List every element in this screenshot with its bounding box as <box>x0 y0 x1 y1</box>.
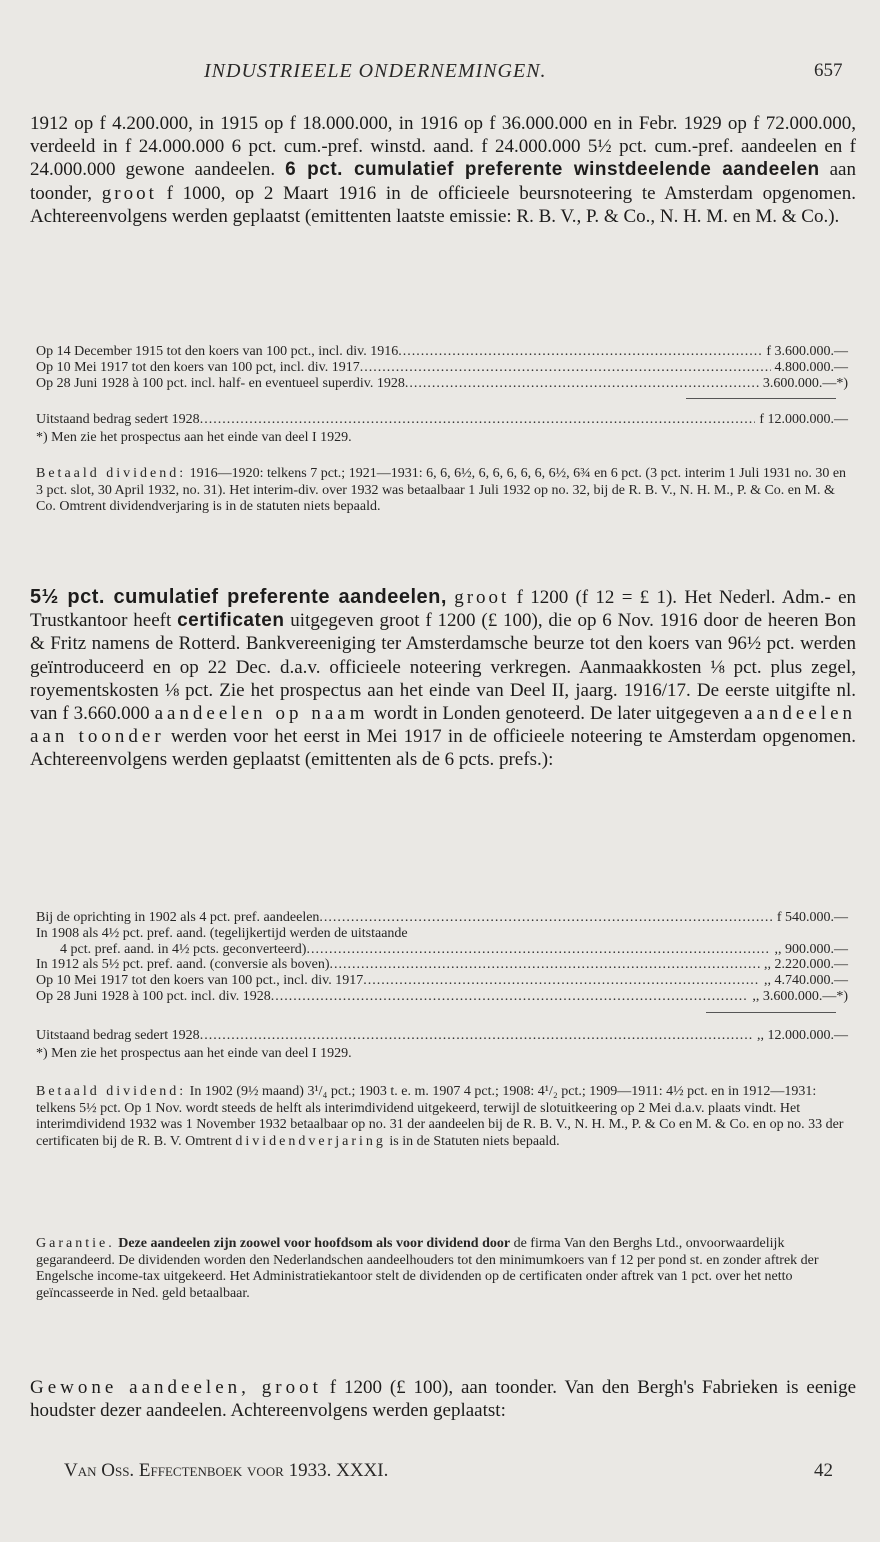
total-row-5half-pct: Uitstaand bedrag sedert 1928 ..... ,, 12.000.000.— *) Men zie het prospectus aan het einde van deel I 1929. <box>36 1028 848 1062</box>
issuance-table-5half-pct <box>36 910 848 1005</box>
footnote: *) Men zie het prospectus aan het einde van deel I 1929. <box>36 429 352 445</box>
dividend-paragraph-5half-pct: Betaald dividend: In 1902 (9½ maand) 3¹/₄ pct.; 1903 t. e. m. 1907 4 pct.; 1908: 4¹/₂ pct.; 1909—1911: 4½ pct. en in 1912—1931: telkens 5½ pct. Op 1 Nov. wordt steeds de helft als interimdividend uitgekeerd, terwijl de slotuitkeering op 2 Mei d.a.v. plaats vindt. Het interimdividend 1932 was 1 November 1932 betaalbaar op no. 31 der aandeelen bij de R. B. V., N. H. M., P. & Co en M. & Co. en op no. 33 der certificaten bij de R. B. V. Omtrent dividendverjaring is in de Statuten niets bepaald. <box>36 1084 844 1149</box>
table-row: In 1912 als 5½ pct. pref. aand. (conversie als boven) ..... ,, 2.220.000.— <box>36 957 848 973</box>
table-row: Op 10 Mei 1917 tot den koers van 100 pct, incl. div. 1917 ..... 4.800.000.— <box>36 360 848 376</box>
divider <box>686 398 836 399</box>
table-row: Bij de oprichting in 1902 als 4 pct. pref. aandeelen ..... f 540.000.— <box>36 910 848 926</box>
running-head: INDUSTRIEELE ONDERNEMINGEN. <box>204 60 547 82</box>
heading-certificaten: certificaten <box>177 610 285 632</box>
paragraph-common-shares: Gewone aandeelen, groot f 1200 (£ 100), aan toonder. Van den Bergh's Fabrieken is eenige houdster dezer aandeelen. Achtereenvolgens werden geplaatst: <box>30 1377 857 1422</box>
table-row: Op 10 Mei 1917 tot den koers van 100 pct., incl. div. 1917 ..... ,, 4.740.000.— <box>36 973 848 989</box>
page-footer <box>0 1460 880 1490</box>
heading-6pct-preferred: 6 pct. cumulatief preferente winstdeelende aandeelen <box>285 159 820 181</box>
footer-sheet-number: 42 <box>814 1460 833 1481</box>
heading-5half-pct-preferred: 5½ pct. cumulatief preferente aandeelen, <box>30 586 447 608</box>
table-row: 4 pct. pref. aand. in 4½ pcts. geconverteerd) ..... ,, 900.000.— <box>36 942 848 958</box>
guarantee-paragraph: Garantie. Deze aandeelen zijn zoowel voor hoofdsom als voor dividend door de firma Van den Berghs Ltd., onvoorwaardelijk gegarandeerd. De dividenden worden den Nederlandschen aandeelhouders tot den minimumkoers van f 12 per pond st. en zonder aftrek der Engelsche income-tax uitgekeerd. Het Administratiekantoor stelt de dividenden op de certificaten onder aftrek van 1 pct. over het netto geïncasseerde in Ned. geld betaalbaar. <box>36 1236 819 1301</box>
paragraph-5half-pct: 5½ pct. cumulatief preferente aandeelen, groot f 1200 (f 12 = £ 1). Het Nederl. Adm.- en Trustkantoor heeft certificaten uitgegeven groot f 1200 (£ 100), die op 6 Nov. 1916 door de heeren Bon & Fritz namens de Rotterd. Bankvereeniging ter Amsterdamsche beurze tot den koers van 96½ pct. werden geïntroduceerd en op 22 Dec. d.a.v. officieele noteering verkregen. Aanmaakkosten ⅛ pct. plus zegel, royementskosten ⅛ pct. Zie het prospectus aan het einde van Deel II, jaarg. 1916/17. De eerste uitgifte nl. van f 3.660.000 aandeelen op naam wordt in Londen genoteerd. De later uitgegeven aandeelen aan toonder werden voor het eerst in Mei 1917 in de officieele noteering te Amsterdam opgenomen. Achtereenvolgens werden geplaatst (emittenten als de 6 pcts. prefs.): <box>30 586 857 771</box>
page-header <box>0 60 880 90</box>
table-row: In 1908 als 4½ pct. pref. aand. (tegelijkertijd werden de uitstaande <box>36 925 408 941</box>
issuance-table-6pct <box>36 344 848 391</box>
footer-citation: Van Oss. Effectenboek voor 1933. XXXI. <box>64 1460 389 1481</box>
page-number: 657 <box>814 60 843 81</box>
total-row-6pct: Uitstaand bedrag sedert 1928 ..... f 12.000.000.— *) Men zie het prospectus aan het einde van deel I 1929. <box>36 412 848 446</box>
footnote: *) Men zie het prospectus aan het einde van deel I 1929. <box>36 1045 352 1061</box>
paragraph-6pct-intro: 1912 op f 4.200.000, in 1915 op f 18.000.000, in 1916 op f 36.000.000 en in Febr. 1929 op f 72.000.000, verdeeld in f 24.000.000 6 pct. cum.-pref. winstd. aand. f 24.000.000 5½ pct. cum.-pref. aandeelen en f 24.000.000 gewone aandeelen. 6 pct. cumulatief preferente winstdeelende aandeelen aan toonder, groot f 1000, op 2 Maart 1916 in de officieele beursnoteering te Amsterdam opgenomen. Achtereenvolgens werden geplaatst (emittenten laatste emissie: R. B. V., P. & Co., N. H. M. en M. & Co.). <box>30 113 856 227</box>
dividend-paragraph-6pct: Betaald dividend: 1916—1920: telkens 7 pct.; 1921—1931: 6, 6, 6½, 6, 6, 6, 6, 6, 6½, 6¾ en 6 pct. (3 pct. interim 1 Juli 1931 no. 30 en 3 pct. slot, 30 April 1932, no. 31). Het interim-div. over 1932 was betaalbaar 1 Juli 1932 op no. 32, bij de R. B. V., N. H. M., P. & Co. en M. & Co. Omtrent dividendverjaring is in de statuten niets bepaald. <box>36 466 847 515</box>
table-row: Op 28 Juni 1928 à 100 pct. incl. half- en eventueel superdiv. 1928 ..... 3.600.000.—*) <box>36 376 848 392</box>
divider <box>706 1012 836 1013</box>
table-row: Op 14 December 1915 tot den koers van 100 pct., incl. div. 1916 ..... f 3.600.000.— <box>36 344 848 360</box>
table-row: Op 28 Juni 1928 à 100 pct. incl. div. 1928 ..... ,, 3.600.000.—*) <box>36 989 848 1005</box>
